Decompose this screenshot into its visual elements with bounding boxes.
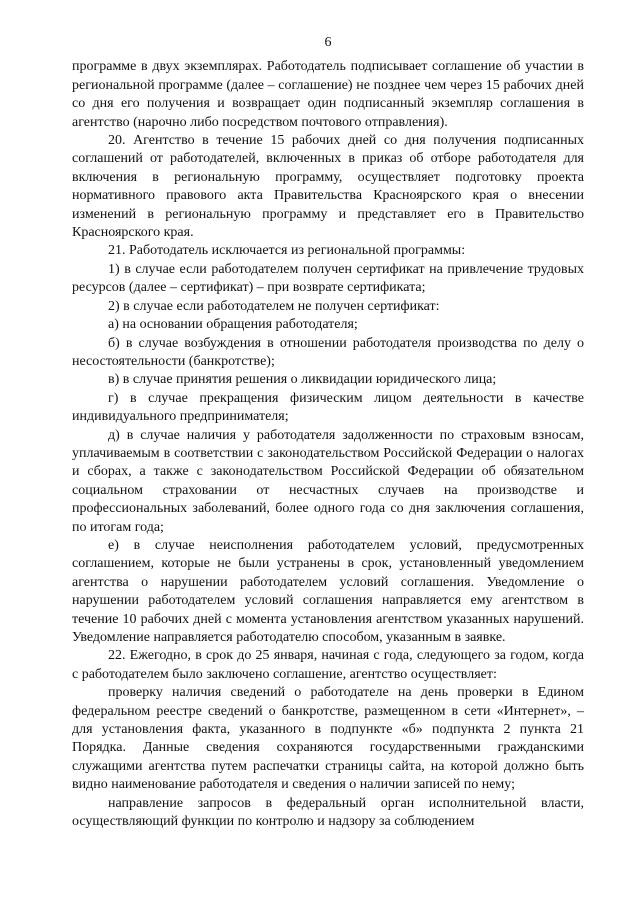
paragraph-21-item-2g: г) в случае прекращения физическим лицом деятельности в качестве индивидуального предпринимателя; xyxy=(72,390,584,425)
paragraph-22-requests: направление запросов в федеральный орган исполнительной власти, осуществляющий функции по контролю и надзору за соблюдением xyxy=(72,795,584,830)
paragraph-continuation: программе в двух экземплярах. Работодатель подписывает соглашение об участии в региональной программе (далее – соглашение) не позднее чем через 15 рабочих дней со дня его получения и возвращает один подписанный экземпляр соглашения в агентство (нарочно либо посредством почтового отправления). xyxy=(72,59,584,130)
paragraph-21-item-1: 1) в случае если работодателем получен сертификат на привлечение трудовых ресурсов (далее – сертификат) – при возврате сертификата; xyxy=(72,261,584,296)
paragraph-22: 22. Ежегодно, в срок до 25 января, начиная с года, следующего за годом, когда с работодателем было заключено соглашение, агентство осуществляет: xyxy=(72,648,584,682)
paragraph-21: 21. Работодатель исключается из региональной программы: xyxy=(108,243,466,259)
paragraph-21-item-2a: а) на основании обращения работодателя; xyxy=(108,317,358,333)
paragraph-22-check: проверку наличия сведений о работодателе на день проверки в Едином федеральном реестре сведений о банкротстве, размещенном в сети «Интернет», – для установления факта, указанного в подпункте «б» подпункта 2 пункта 21 Порядка. Данные сведения сохраняются государственными гражданскими служащими агентства путем распечатки страницы сайта, на которой должно быть видно наименование работодателя и сведения о наличии записей по нему; xyxy=(72,685,584,793)
paragraph-21-item-2: 2) в случае если работодателем не получен сертификат: xyxy=(108,298,440,314)
paragraph-21-item-2b: б) в случае возбуждения в отношении работодателя производства по делу о несостоятельности (банкротстве); xyxy=(72,335,584,369)
paragraph-21-item-2e: е) в случае неисполнения работодателем условий, предусмотренных соглашением, которые не были устранены в срок, установленный уведомлением агентства о нарушении работодателем условий соглашения. Уведомление о нарушении работодателем условий соглашения направляется ему агентством в течение 10 рабочих дней с момента установления агентством указанных нарушений. Уведомление направляется работодателю способом, указанным в заявке. xyxy=(72,537,584,645)
paragraph-20: 20. Агентство в течение 15 рабочих дней со дня получения подписанных соглашений от работодателей, включенных в приказ об отборе работодателя для включения в региональную программу, осуществляет подготовку проекта нормативного правового акта Правительства Красноярского края о внесении изменений в региональную программу и представляет его в Правительство Красноярского края. xyxy=(72,133,584,241)
paragraph-21-item-2d: д) в случае наличия у работодателя задолженности по страховым взносам, уплачиваемым в соответствии с законодательством Российской Федерации о налогах и сборах, а также с законодательством Российской Федерации об обязательном социальном страховании от несчастных случаев на производстве и профессиональных заболеваний, более одного года со дня заключения соглашения, по итогам года; xyxy=(72,427,584,535)
paragraph-21-item-2v: в) в случае принятия решения о ликвидации юридического лица; xyxy=(108,372,497,388)
page-number: 6 xyxy=(324,35,332,50)
